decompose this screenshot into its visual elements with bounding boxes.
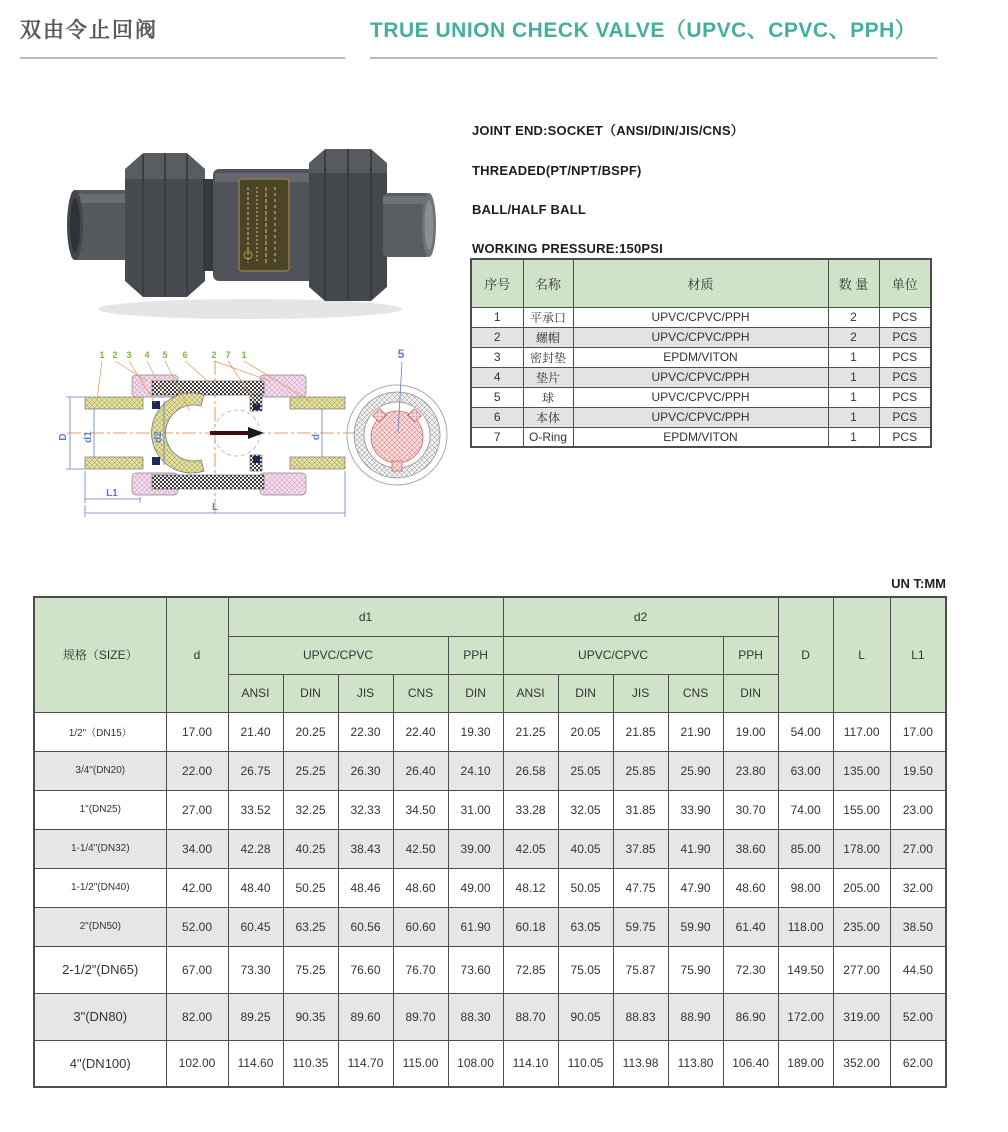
d2-pph-group: PPH [723, 636, 778, 674]
size-value-cell: 319.00 [833, 993, 890, 1040]
size-value-cell: 23.80 [723, 751, 778, 790]
size-value-cell: 88.70 [503, 993, 558, 1040]
d2-upvc-cpvc-group: UPVC/CPVC [503, 636, 723, 674]
dim-L1: L1 [106, 488, 118, 499]
parts-col-name: 名称 [523, 259, 573, 307]
size-value-cell: 42.05 [503, 829, 558, 868]
size-row [34, 751, 946, 790]
col-L1-header: L1 [890, 597, 946, 712]
size-value-cell: 30.70 [723, 790, 778, 829]
size-value-cell: 82.00 [166, 993, 228, 1040]
callout-6: 6 [182, 350, 188, 360]
size-value-cell: 22.40 [393, 712, 448, 751]
size-value-cell: 25.85 [613, 751, 668, 790]
d1-pph-din: DIN [448, 674, 503, 712]
size-value-cell: 33.52 [228, 790, 283, 829]
size-value-cell: 21.25 [503, 712, 558, 751]
parts-cell: O-Ring [523, 427, 573, 447]
size-value-cell: 52.00 [166, 907, 228, 946]
size-value-cell: 89.25 [228, 993, 283, 1040]
d2-ansi: ANSI [503, 674, 558, 712]
size-value-cell: 73.60 [448, 946, 503, 993]
size-value-cell: 26.40 [393, 751, 448, 790]
size-value-cell: 42.50 [393, 829, 448, 868]
size-value-cell: 32.05 [558, 790, 613, 829]
size-value-cell: 32.00 [890, 868, 946, 907]
size-value-cell: 62.00 [890, 1040, 946, 1087]
size-value-cell: 106.40 [723, 1040, 778, 1087]
size-row [34, 712, 946, 751]
parts-cell: UPVC/CPVC/PPH [573, 387, 828, 407]
size-value-cell: 60.45 [228, 907, 283, 946]
dim-L: L [211, 502, 219, 513]
parts-col-qty: 数 量 [828, 259, 879, 307]
size-value-cell: 75.87 [613, 946, 668, 993]
parts-cell: 密封垫 [523, 347, 573, 367]
size-value-cell: 115.00 [393, 1040, 448, 1087]
parts-cell: 1 [828, 367, 879, 387]
size-value-cell: 32.33 [338, 790, 393, 829]
size-value-cell: 89.60 [338, 993, 393, 1040]
size-value-cell: 114.60 [228, 1040, 283, 1087]
parts-cell: 螺帽 [523, 327, 573, 347]
parts-col-index: 序号 [471, 259, 523, 307]
size-value-cell: 49.00 [448, 868, 503, 907]
size-value-cell: 235.00 [833, 907, 890, 946]
size-value-cell: 40.05 [558, 829, 613, 868]
parts-cell: 垫片 [523, 367, 573, 387]
size-value-cell: 114.70 [338, 1040, 393, 1087]
size-value-cell: 48.46 [338, 868, 393, 907]
size-row [34, 868, 946, 907]
size-value-cell: 27.00 [166, 790, 228, 829]
size-value-cell: 19.50 [890, 751, 946, 790]
size-value-cell: 19.30 [448, 712, 503, 751]
size-value-cell: 32.25 [283, 790, 338, 829]
col-d1-group: d1 [228, 597, 503, 636]
col-L-header: L [833, 597, 890, 712]
size-label-cell: 2"(DN50) [34, 907, 166, 946]
parts-cell: PCS [879, 407, 931, 427]
parts-cell: PCS [879, 427, 931, 447]
d1-pph-group: PPH [448, 636, 503, 674]
parts-cell: PCS [879, 307, 931, 327]
size-value-cell: 33.28 [503, 790, 558, 829]
parts-table [470, 258, 932, 448]
size-label-cell: 3/4"(DN20) [34, 751, 166, 790]
cross-section-illustration [52, 345, 452, 525]
size-value-cell: 25.25 [283, 751, 338, 790]
technical-drawing [52, 345, 452, 525]
parts-cell: 平承口 [523, 307, 573, 327]
size-value-cell: 26.75 [228, 751, 283, 790]
size-value-cell: 172.00 [778, 993, 833, 1040]
size-value-cell: 34.00 [166, 829, 228, 868]
size-value-cell: 110.05 [558, 1040, 613, 1087]
col-d2-group: d2 [503, 597, 778, 636]
size-value-cell: 23.00 [890, 790, 946, 829]
size-value-cell: 26.58 [503, 751, 558, 790]
parts-col-unit: 单位 [879, 259, 931, 307]
size-row [34, 946, 946, 993]
size-row [34, 829, 946, 868]
size-value-cell: 73.30 [228, 946, 283, 993]
size-value-cell: 149.50 [778, 946, 833, 993]
size-value-cell: 20.05 [558, 712, 613, 751]
size-label-cell: 2-1/2"(DN65) [34, 946, 166, 993]
size-value-cell: 42.28 [228, 829, 283, 868]
parts-cell: 2 [471, 327, 523, 347]
size-value-cell: 60.18 [503, 907, 558, 946]
size-label-cell: 4"(DN100) [34, 1040, 166, 1087]
size-value-cell: 74.00 [778, 790, 833, 829]
dim-D: D [58, 433, 69, 441]
size-value-cell: 205.00 [833, 868, 890, 907]
size-value-cell: 21.40 [228, 712, 283, 751]
dim-d: d [311, 433, 322, 441]
parts-cell: 3 [471, 347, 523, 367]
size-value-cell: 47.90 [668, 868, 723, 907]
size-value-cell: 76.60 [338, 946, 393, 993]
size-value-cell: 38.43 [338, 829, 393, 868]
d2-din: DIN [558, 674, 613, 712]
size-value-cell: 52.00 [890, 993, 946, 1040]
col-size-header: 规格（SIZE） [34, 597, 166, 712]
size-value-cell: 352.00 [833, 1040, 890, 1087]
size-value-cell: 38.50 [890, 907, 946, 946]
d1-cns: CNS [393, 674, 448, 712]
size-value-cell: 67.00 [166, 946, 228, 993]
size-value-cell: 88.30 [448, 993, 503, 1040]
parts-cell: 4 [471, 367, 523, 387]
size-value-cell: 24.10 [448, 751, 503, 790]
size-value-cell: 59.75 [613, 907, 668, 946]
size-label-cell: 1-1/4"(DN32) [34, 829, 166, 868]
spec-joint-end: JOINT END:SOCKET（ANSI/DIN/JIS/CNS） [472, 123, 744, 138]
size-value-cell: 44.50 [890, 946, 946, 993]
callout-1-left: 1 [99, 350, 105, 360]
callout-7: 7 [225, 350, 231, 360]
size-value-cell: 108.00 [448, 1040, 503, 1087]
valve-photo-illustration [55, 95, 445, 335]
callout-1-right: 1 [241, 350, 247, 360]
size-value-cell: 90.05 [558, 993, 613, 1040]
size-value-cell: 31.85 [613, 790, 668, 829]
size-value-cell: 135.00 [833, 751, 890, 790]
size-row [34, 790, 946, 829]
parts-header-row [471, 259, 931, 307]
size-value-cell: 75.25 [283, 946, 338, 993]
end-view-callout-5: 5 [397, 347, 405, 361]
size-value-cell: 110.35 [283, 1040, 338, 1087]
callout-2-right: 2 [211, 350, 217, 360]
parts-col-material: 材质 [573, 259, 828, 307]
size-label-cell: 1-1/2"(DN40) [34, 868, 166, 907]
parts-row [471, 427, 931, 447]
size-value-cell: 48.40 [228, 868, 283, 907]
size-value-cell: 72.85 [503, 946, 558, 993]
parts-cell: 2 [828, 327, 879, 347]
size-header-row-1 [34, 597, 946, 636]
size-value-cell: 21.85 [613, 712, 668, 751]
parts-cell: PCS [879, 367, 931, 387]
size-value-cell: 76.70 [393, 946, 448, 993]
size-value-cell: 189.00 [778, 1040, 833, 1087]
size-value-cell: 22.30 [338, 712, 393, 751]
callout-2-left: 2 [112, 350, 118, 360]
parts-row [471, 387, 931, 407]
parts-cell: 1 [828, 387, 879, 407]
parts-cell: 本体 [523, 407, 573, 427]
size-value-cell: 31.00 [448, 790, 503, 829]
parts-cell: UPVC/CPVC/PPH [573, 307, 828, 327]
parts-cell: 球 [523, 387, 573, 407]
d2-cns: CNS [668, 674, 723, 712]
size-value-cell: 85.00 [778, 829, 833, 868]
parts-cell: PCS [879, 327, 931, 347]
size-value-cell: 34.50 [393, 790, 448, 829]
dim-d1: d1 [83, 431, 94, 443]
end-view [347, 347, 447, 485]
size-value-cell: 60.60 [393, 907, 448, 946]
parts-cell: PCS [879, 347, 931, 367]
size-value-cell: 75.05 [558, 946, 613, 993]
size-value-cell: 20.25 [283, 712, 338, 751]
size-value-cell: 88.90 [668, 993, 723, 1040]
parts-cell: 6 [471, 407, 523, 427]
size-value-cell: 17.00 [166, 712, 228, 751]
size-value-cell: 26.30 [338, 751, 393, 790]
size-value-cell: 89.70 [393, 993, 448, 1040]
size-value-cell: 48.60 [723, 868, 778, 907]
size-value-cell: 113.80 [668, 1040, 723, 1087]
d1-ansi: ANSI [228, 674, 283, 712]
size-value-cell: 277.00 [833, 946, 890, 993]
size-value-cell: 113.98 [613, 1040, 668, 1087]
dim-d2: d2 [153, 431, 164, 443]
parts-row [471, 327, 931, 347]
parts-row [471, 307, 931, 327]
parts-cell: 1 [471, 307, 523, 327]
parts-cell: PCS [879, 387, 931, 407]
size-value-cell: 72.30 [723, 946, 778, 993]
parts-cell: 5 [471, 387, 523, 407]
size-value-cell: 63.05 [558, 907, 613, 946]
d2-jis: JIS [613, 674, 668, 712]
size-value-cell: 117.00 [833, 712, 890, 751]
d2-pph-din: DIN [723, 674, 778, 712]
size-value-cell: 50.05 [558, 868, 613, 907]
unit-note: UN T:MM [891, 576, 946, 591]
size-value-cell: 27.00 [890, 829, 946, 868]
size-value-cell: 48.60 [393, 868, 448, 907]
parts-cell: EPDM/VITON [573, 427, 828, 447]
parts-cell: UPVC/CPVC/PPH [573, 407, 828, 427]
d1-upvc-cpvc-group: UPVC/CPVC [228, 636, 448, 674]
size-row [34, 993, 946, 1040]
size-value-cell: 102.00 [166, 1040, 228, 1087]
spec-ball: BALL/HALF BALL [472, 202, 586, 217]
d1-din: DIN [283, 674, 338, 712]
size-value-cell: 86.90 [723, 993, 778, 1040]
size-value-cell: 40.25 [283, 829, 338, 868]
size-value-cell: 75.90 [668, 946, 723, 993]
size-row [34, 1040, 946, 1087]
size-value-cell: 50.25 [283, 868, 338, 907]
size-value-cell: 47.75 [613, 868, 668, 907]
size-value-cell: 17.00 [890, 712, 946, 751]
size-value-cell: 90.35 [283, 993, 338, 1040]
size-value-cell: 118.00 [778, 907, 833, 946]
size-value-cell: 25.90 [668, 751, 723, 790]
page-title-chinese: 双由令止回阀 [20, 14, 345, 59]
parts-row [471, 367, 931, 387]
size-value-cell: 59.90 [668, 907, 723, 946]
parts-cell: 1 [828, 347, 879, 367]
size-value-cell: 37.85 [613, 829, 668, 868]
parts-cell: UPVC/CPVC/PPH [573, 367, 828, 387]
size-value-cell: 38.60 [723, 829, 778, 868]
col-D-header: D [778, 597, 833, 712]
size-value-cell: 25.05 [558, 751, 613, 790]
size-row [34, 907, 946, 946]
parts-cell: 2 [828, 307, 879, 327]
size-value-cell: 54.00 [778, 712, 833, 751]
size-value-cell: 22.00 [166, 751, 228, 790]
d1-jis: JIS [338, 674, 393, 712]
size-value-cell: 61.40 [723, 907, 778, 946]
size-value-cell: 178.00 [833, 829, 890, 868]
size-label-cell: 3"(DN80) [34, 993, 166, 1040]
size-value-cell: 61.90 [448, 907, 503, 946]
dimensions-table [33, 596, 947, 1088]
size-value-cell: 19.00 [723, 712, 778, 751]
size-value-cell: 21.90 [668, 712, 723, 751]
spec-pressure: WORKING PRESSURE:150PSI [472, 241, 663, 256]
size-value-cell: 98.00 [778, 868, 833, 907]
size-label-cell: 1/2"（DN15） [34, 712, 166, 751]
page-title-english: TRUE UNION CHECK VALVE（UPVC、CPVC、PPH） [370, 14, 937, 59]
col-d-header: d [166, 597, 228, 712]
size-label-cell: 1"(DN25) [34, 790, 166, 829]
callout-3: 3 [126, 350, 132, 360]
parts-cell: 1 [828, 407, 879, 427]
callout-numbers [99, 350, 246, 360]
parts-cell: 7 [471, 427, 523, 447]
size-value-cell: 155.00 [833, 790, 890, 829]
size-value-cell: 60.56 [338, 907, 393, 946]
parts-row [471, 407, 931, 427]
size-value-cell: 63.25 [283, 907, 338, 946]
size-value-cell: 114.10 [503, 1040, 558, 1087]
size-value-cell: 88.83 [613, 993, 668, 1040]
callout-4: 4 [144, 350, 150, 360]
parts-cell: EPDM/VITON [573, 347, 828, 367]
parts-cell: 1 [828, 427, 879, 447]
spec-list [472, 120, 972, 280]
parts-row [471, 347, 931, 367]
callout-5: 5 [162, 350, 168, 360]
size-value-cell: 33.90 [668, 790, 723, 829]
size-value-cell: 63.00 [778, 751, 833, 790]
size-value-cell: 42.00 [166, 868, 228, 907]
size-value-cell: 41.90 [668, 829, 723, 868]
product-photo [55, 95, 445, 335]
spec-threaded: THREADED(PT/NPT/BSPF) [472, 163, 642, 178]
size-value-cell: 39.00 [448, 829, 503, 868]
size-value-cell: 48.12 [503, 868, 558, 907]
parts-cell: UPVC/CPVC/PPH [573, 327, 828, 347]
